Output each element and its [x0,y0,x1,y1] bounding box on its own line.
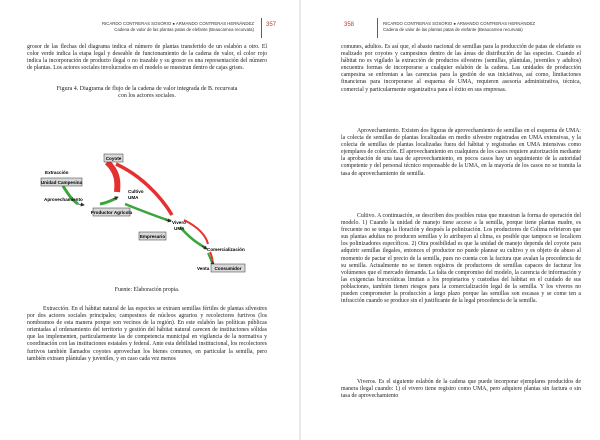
node-label-cultivo-uma: UMA [128,195,139,200]
actor-box-coyote [104,154,123,162]
running-header [383,21,535,33]
node-label-vivero: Vivero [172,220,186,225]
header-authors: RICARDO CONTRERAS SOSORIO ● ARMANDO CONTRERAS HERNÁNDEZ [383,21,536,26]
header-title: Cadena de valor de las plantas patas de elefante (Beaucarnea recurvata) [114,27,254,32]
node-label-venta: Venta [197,266,210,271]
actor-box-empresario [139,232,166,240]
node-label-aprovechamiento: Aprovechamiento [44,197,83,202]
node-label-coyote: Coyote [105,156,122,161]
node-label-vivero-uma: UMA [174,226,185,231]
header-authors: RICARDO CONTRERAS SOSORIO ● ARMANDO CONTRERAS HERNÁNDEZ [101,21,254,26]
actor-box-unidad-campesina [41,178,83,186]
page-number: 358 [344,22,355,28]
node-label-extraccion: Extracción [45,170,69,175]
actor-box-productor-agricola [91,208,133,216]
illegal-flow-coyote-to-vivero [116,164,172,215]
node-label-unidad-campesina: Unidad Campesina [40,180,83,185]
right-page [301,0,600,440]
header-title: Cadena de valor de las plantas patas de elefante (Beaucarnea recurvata) [383,27,523,32]
paragraph-continuation: comunes, adultos. Es así que, el abasto nacional de semillas para la producción de patas de elefante es realizado por coyotes y campesinos dentro de las áreas de distribución de las especies. Cuando el hábitat no es vigilado la extracción de productos silvestres (semillas, plántulas, juveniles y adultos) encuentra formas de incorporarse a cualquier eslabón de la cadena. Las unidades de producción campesina se enfrentan a las carencias para la gestión de sus iniciativas, así como, limitaciones financieras para incorporarse al esquema de UMA, requieren asesoría administrativa, técnica, comercial y particularmente organizativa para el éxito en sus empresas. [341,44,581,93]
paragraph-cultivo: Cultivo. A continuación, se describen dos posibles rutas que muestran la forma de operación del modelo. 1) Cuando la unidad de manejo tiene acceso a la semilla, porque tiene plantas madre, es frecuente no se tenga la floración y después la polinización. Los productores de Colima refirieron que sus plantas adultas no producen semillas y lo atribuyen al clima, es posible que tampoco se localicen los polinizadores específicos. 2) Otra posibilidad es que la unidad de manejo dependa del coyote para adquirir semillas ilegales, entonces el productor no puede planear su cultivo y es objeto de abuso al momento de pactar el precio de la semilla, pues no cuenta con la factura que avalan la procedencia de su semilla. Actualmente no se tienen registros de productores de semillas capaces de facturar los volúmenes que el mercado demanda. La falta de compromiso del modelo, la carencia de información y las exigencias burocráticas limitan a los propietarios y custodias del hábitat en el cuidado de sus poblaciones, también tienen riesgos para la comercialización legal de la semilla. Y los viveros no pueden comprometer la producción a largo plazo porque las semillas son escasas y se come ten a infracción cuando se produce sin el justificante de la legal procedencia de la semilla. [341,213,581,305]
figure-caption-line1: Figura 4. Diagrama de flujo de la cadena de valor integrada de B. recurvata [56,86,238,92]
flow-arrow-1 [78,204,84,205]
node-label-comercializacion: Comercialización [207,247,245,252]
node-label-productor-agricola: Productor Agrícola [90,210,133,215]
legal-flow-aprovechamiento-to-cultivo [100,198,117,204]
header-divider [377,18,378,38]
figure-source: Fuente: Elaboración propia. [114,287,180,293]
illegal-flow-coyote-to-cultivo [107,162,117,192]
node-label-cultivo: Cultivo [128,189,144,194]
paragraph-aprovechamiento: Aprovechamiento. Existen dos figuras de aprovechamiento de semillas en el esquema de UMA: la colecta de semillas de plantas localizadas en medio silvestre registradas en UMA extensivas, y la colecta de semillas de plantas localizadas fuera del hábitat y registradas en UMA intensivas como ejemplares de colección. El aprovechamiento en cualquiera de los casos requiere autorización mediante la aprobación de una tasa de aprovechamiento, en pocos casos hay un seguimiento de la autoridad competente y del personal técnico responsable de la UMA, en la mayoría de los casos no se tramita la tasa de aprovechamiento de semilla. [341,128,581,177]
figure-caption-line2: con los actores sociales. [118,93,176,100]
value-chain-diagram [0,0,299,440]
actor-box-consumidor [211,264,245,272]
node-label-empresario: Empresario [139,234,166,239]
paragraph-intro: grosor de las flechas del diagrama indica el número de plantas transferido de un eslabón a otro. El color verde indica la etapa legal y deseable de funcionamiento de la cadena de valor, el color rojo indica la incorporación de producto ilegal o no trazable y su grosor es una representación del número de plantas. Los actores sociales involucrados en el modelo se muestran dentro de cajas grises. [27,44,267,72]
page-number: 357 [266,22,277,28]
node-label-consumidor: Consumidor [214,266,242,271]
paragraph-extraccion: Extracción. En el hábitat natural de las especies se extraen semillas fértiles de plantas silvestres por dos actores sociales principales; campesinos de núcleos agrarios y recolectores furtivos (los nombramos de esta manera porque son vecinos de la región). En este eslabón las políticas públicas orientadas al ordenamiento del territorio y gestión del hábitat natural carecen de instituciones sólidas que las implementen, particularmente las de competencia municipal en vigilancia de la normativa y coordinación con las instituciones estatales y federal. Ante esta debilidad institucional, los recolectores furtivos también llamados coyotes aprovechan los bienes comunes, en particular la semilla, pero también extraen plántulas y juveniles, y en caso cada vez menos [27,306,267,362]
paragraph-viveros: Viveros. Es el siguiente eslabón de la cadena que puede incorporar ejemplares producidos de manera ilegal cuando: 1) el vivero tiene registro como UMA, pero adquiere plantas sin factura o sin tasa de aprovechamiento [341,379,581,400]
left-page [0,0,299,440]
